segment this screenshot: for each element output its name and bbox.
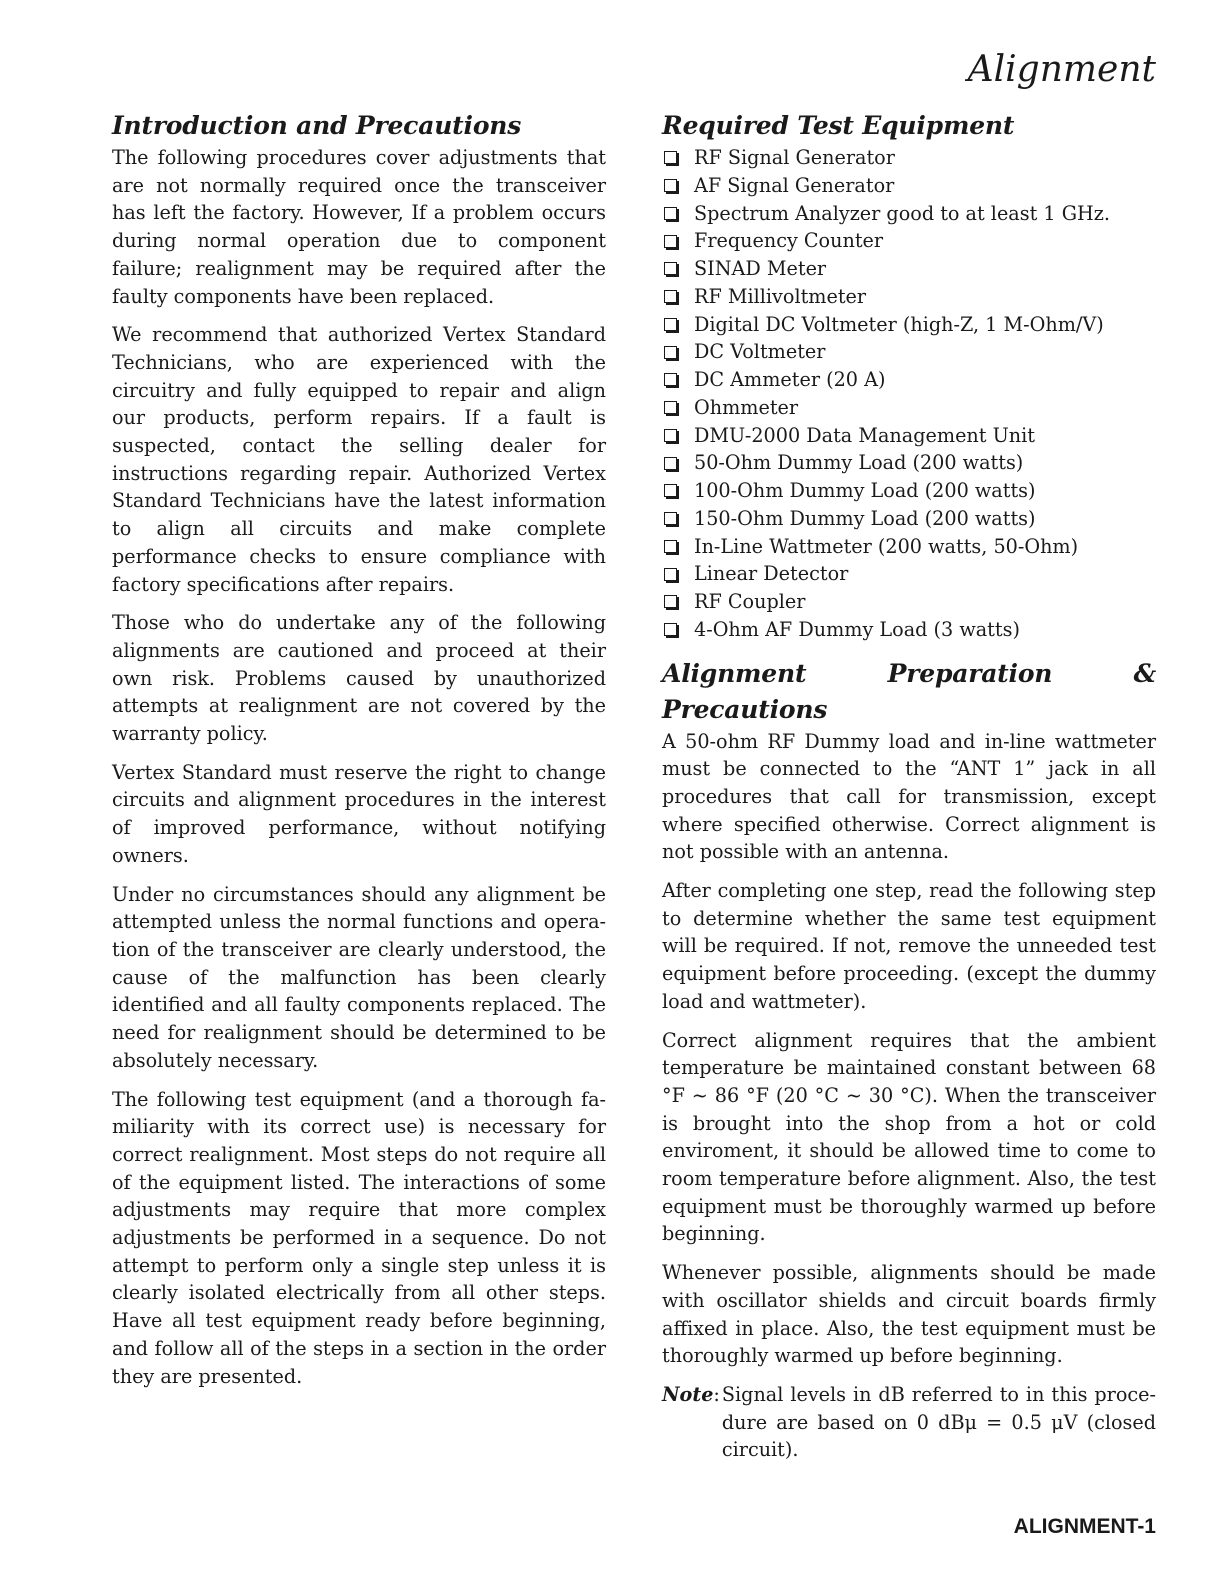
equipment-item <box>662 172 1156 200</box>
equipment-item-label: DC Voltmeter <box>694 340 826 364</box>
page-number: ALIGNMENT-1 <box>1013 1515 1156 1538</box>
equipment-item-label: 50-Ohm Dummy Load (200 watts) <box>694 451 1024 475</box>
equipment-item <box>662 200 1156 228</box>
intro-paragraph: Those who do undertake any of the following alignments are cautioned and proceed at their own risk. Problems caused by unauthorized attempts at realignment are not covered by the warranty policy. <box>112 611 606 746</box>
prep-paragraph: A 50-ohm RF Dummy load and in-line wattmeter must be connected to the “ANT 1” jack in all procedures that call for transmission, except where specified otherwise. Correct alignment is not possible with an antenna. <box>662 729 1156 864</box>
equipment-item-label: Frequency Counter <box>694 229 884 253</box>
checkbox-icon <box>664 484 677 497</box>
note-text: Signal levels in dB referred to in this procedure are based on 0 dBμ = 0.5 μV (closed circuit). <box>721 1382 1156 1462</box>
prep-paragraph: Correct alignment requires that the ambient temperature be maintained constant between 68 °F ~ 86 °F (20 °C ~ 30 °C). When the transceiver is brought into the shop from a hot or cold enviroment, it should be allowed time to come to room temperature before alignment. Also, the test equipment must be thoroughly warmed up before beginning. <box>662 1028 1156 1246</box>
section-title-alignment-preparation: Alignment Preparation & Precautions <box>662 658 1156 724</box>
intro-paragraph: We recommend that authorized Vertex Standard Technicians, who are experienced with the circuitry and fully equipped to repair and align our products, perform repairs. If a fault is suspected, contact the selling dealer for instructions regarding repair. Authorized Vertex Standard Technicians have the latest information to align all circuits and make complete performance checks to ensure compliance with factory specifications after repairs. <box>112 323 606 596</box>
checkbox-icon <box>664 151 677 164</box>
equipment-item-label: 4-Ohm AF Dummy Load (3 watts) <box>694 617 1020 641</box>
equipment-item <box>662 588 1156 616</box>
equipment-item <box>662 533 1156 561</box>
equipment-item-label: Linear Detector <box>694 562 849 586</box>
equipment-item <box>662 449 1156 477</box>
equipment-item <box>662 394 1156 422</box>
equipment-item-label: 150-Ohm Dummy Load (200 watts) <box>694 506 1036 530</box>
left-column <box>112 108 606 1401</box>
checkbox-icon <box>664 262 677 275</box>
equipment-item-label: DC Ammeter (20 A) <box>694 368 886 392</box>
prep-paragraph: After completing one step, read the following step to determine whether the same test equipment will be required. If not, remove the unneeded test equipment before proceeding. (except the dummy load and wattmeter). <box>662 879 1156 1013</box>
equipment-item-label: RF Millivoltmeter <box>694 284 867 308</box>
prep-paragraph: Whenever possible, alignments should be made with oscillator shields and circuit boards firmly affixed in place. Also, the test equipment must be thoroughly warmed up before beginning. <box>662 1261 1156 1368</box>
equipment-item-label: Spectrum Analyzer good to at least 1 GHz. <box>694 201 1110 225</box>
checkbox-icon <box>664 179 677 192</box>
equipment-item-label: In-Line Wattmeter (200 watts, 50-Ohm) <box>694 534 1079 558</box>
section-title-required-equipment: Required Test Equipment <box>662 111 1015 140</box>
equipment-item-label: RF Coupler <box>694 590 806 614</box>
note-label: Note <box>662 1382 714 1406</box>
equipment-item <box>662 505 1156 533</box>
checkbox-icon <box>664 318 677 331</box>
equipment-item-label: RF Signal Generator <box>694 146 895 170</box>
intro-paragraph: Under no circumstances should any alignment be attempted unless the normal functions and operation of the transceiver are clearly understood, the cause of the malfunction has been clearly identified and all faulty components replaced. The need for realignment should be determined to be absolutely necessary. <box>112 882 606 1072</box>
equipment-item <box>662 422 1156 450</box>
equipment-item-label: AF Signal Generator <box>694 173 895 197</box>
equipment-item <box>662 255 1156 283</box>
intro-paragraph: The following procedures cover adjustments that are not normally required once the transceiver has left the factory. However, If a problem occurs during normal operation due to component failure; realignment may be required after the faulty components have been replaced. <box>112 146 606 308</box>
equipment-item-label: Digital DC Voltmeter (high-Z, 1 M-Ohm/V) <box>694 312 1104 336</box>
note-separator: : <box>713 1382 720 1406</box>
checkbox-icon <box>664 568 677 581</box>
checkbox-icon <box>664 457 677 470</box>
page-header-title: Alignment <box>967 49 1156 90</box>
equipment-item <box>662 338 1156 366</box>
equipment-item-label: SINAD Meter <box>694 257 827 281</box>
equipment-item <box>662 560 1156 588</box>
checkbox-icon <box>664 429 677 442</box>
equipment-item <box>662 366 1156 394</box>
equipment-item <box>662 311 1156 339</box>
note-block <box>662 1381 1156 1464</box>
checkbox-icon <box>664 290 677 303</box>
checkbox-icon <box>664 512 677 525</box>
checkbox-icon <box>664 540 677 553</box>
equipment-item <box>662 227 1156 255</box>
checkbox-icon <box>664 623 677 636</box>
checkbox-icon <box>664 207 677 220</box>
checkbox-icon <box>664 346 677 359</box>
intro-paragraph: Vertex Standard must reserve the right to change circuits and alignment procedures in the interest of improved performance, without notifying owners. <box>112 760 606 867</box>
equipment-item <box>662 616 1156 644</box>
equipment-item <box>662 477 1156 505</box>
equipment-item-label: DMU-2000 Data Management Unit <box>694 423 1035 447</box>
checkbox-icon <box>664 595 677 608</box>
intro-paragraph: The following test equipment (and a thorough familiarity with its correct use) is necessary for correct realignment. Most steps do not require all of the equipment listed. The interactions of some adjustments may require that more complex adjustments be performed in a sequence. Do not attempt to perform only a single step unless it is clearly isolated electrically from all other steps. Have all test equipment ready before beginning, and follow all of the steps in a section in the order they are presented. <box>112 1087 606 1388</box>
section-title-introduction: Introduction and Precautions <box>112 111 522 140</box>
equipment-item <box>662 283 1156 311</box>
equipment-item-label: Ohmmeter <box>694 395 799 419</box>
equipment-item-label: 100-Ohm Dummy Load (200 watts) <box>694 479 1036 503</box>
checkbox-icon <box>664 401 677 414</box>
right-column <box>662 108 1156 1464</box>
equipment-item <box>662 144 1156 172</box>
equipment-list <box>662 144 1156 644</box>
checkbox-icon <box>664 235 677 248</box>
checkbox-icon <box>664 373 677 386</box>
